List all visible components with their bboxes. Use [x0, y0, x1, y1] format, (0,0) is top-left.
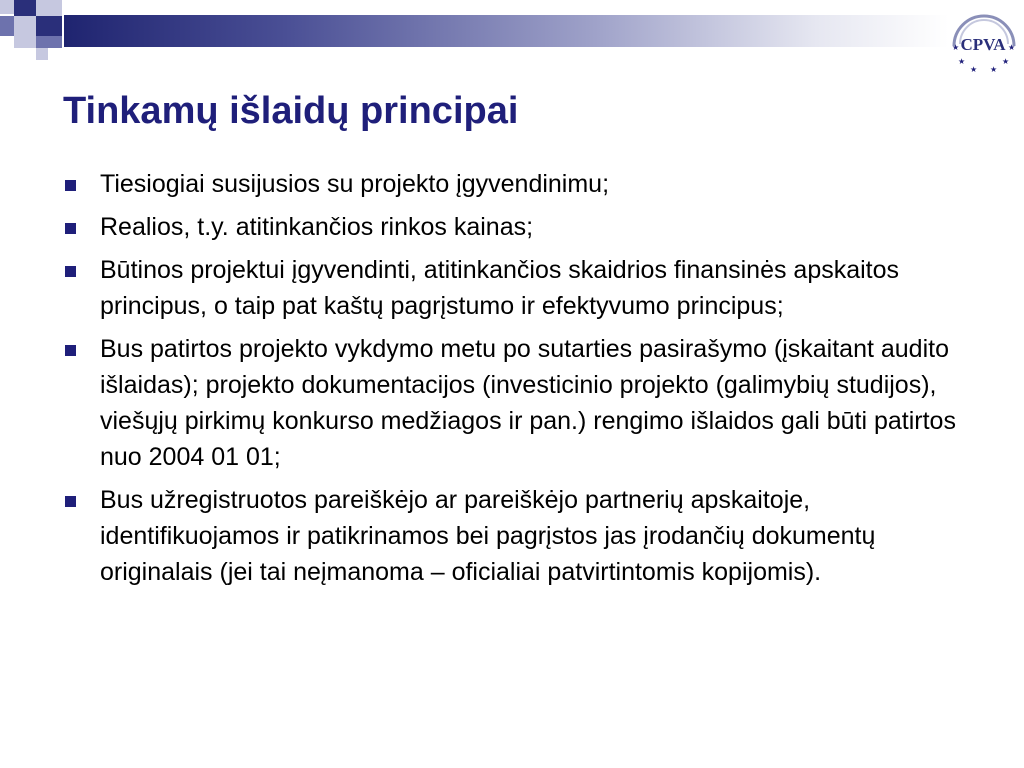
svg-text:★: ★ — [990, 65, 998, 74]
decor-square — [14, 0, 36, 16]
svg-text:★: ★ — [952, 43, 960, 52]
decor-square — [36, 48, 48, 60]
square-bullet-icon — [65, 223, 76, 234]
decor-square — [14, 36, 36, 48]
decor-square — [36, 0, 62, 16]
logo-text: CPVA — [960, 35, 1006, 54]
bullet-text: Bus užregistruotos pareiškėjo ar pareiškėjo partnerių apskaitoje, identifikuojamos ir patikrinamos bei pagrįstos jas įrodančių dokumentų originalais (jei tai neįmanoma – oficialiai patvirtintomis kopijomis). — [100, 486, 876, 586]
decor-square — [0, 0, 14, 14]
bullet-text: Tiesiogiai susijusios su projekto įgyvendinimu; — [100, 170, 610, 198]
decor-square — [36, 36, 62, 48]
header-gradient-bar — [64, 15, 949, 47]
square-bullet-icon — [65, 345, 76, 356]
square-bullet-icon — [65, 266, 76, 277]
svg-text:★: ★ — [1008, 43, 1016, 52]
bullet-item — [63, 209, 983, 245]
bullet-item — [63, 166, 983, 202]
svg-text:★: ★ — [958, 57, 966, 66]
svg-text:★: ★ — [1002, 57, 1010, 66]
cpva-logo-graphic — [944, 4, 1022, 80]
bullet-item — [63, 482, 983, 590]
square-bullet-icon — [65, 180, 76, 191]
slide-title: Tinkamų išlaidų principai — [63, 90, 519, 132]
bullet-text: Realios, t.y. atitinkančios rinkos kainas; — [100, 213, 534, 241]
bullet-item — [63, 252, 983, 324]
square-bullet-icon — [65, 496, 76, 507]
bullet-text: Bus patirtos projekto vykdymo metu po sutarties pasirašymo (įskaitant audito išlaidas); projekto dokumentacijos (investicinio projekto (galimybių studijos), viešųjų pirkimų konkurso medžiagos ir pan.) rengimo išlaidos gali būti patirtos nuo 2004 01 01; — [100, 335, 956, 471]
bullet-list — [63, 166, 983, 597]
svg-text:★: ★ — [970, 65, 978, 74]
bullet-item — [63, 331, 983, 475]
decor-square — [14, 16, 36, 36]
decor-square — [36, 16, 62, 36]
cpva-logo — [944, 4, 1022, 80]
bullet-text: Būtinos projektui įgyvendinti, atitinkančios skaidrios finansinės apskaitos principus, o taip pat kaštų pagrįstumo ir efektyvumo principus; — [100, 256, 900, 320]
decor-square — [0, 16, 14, 36]
